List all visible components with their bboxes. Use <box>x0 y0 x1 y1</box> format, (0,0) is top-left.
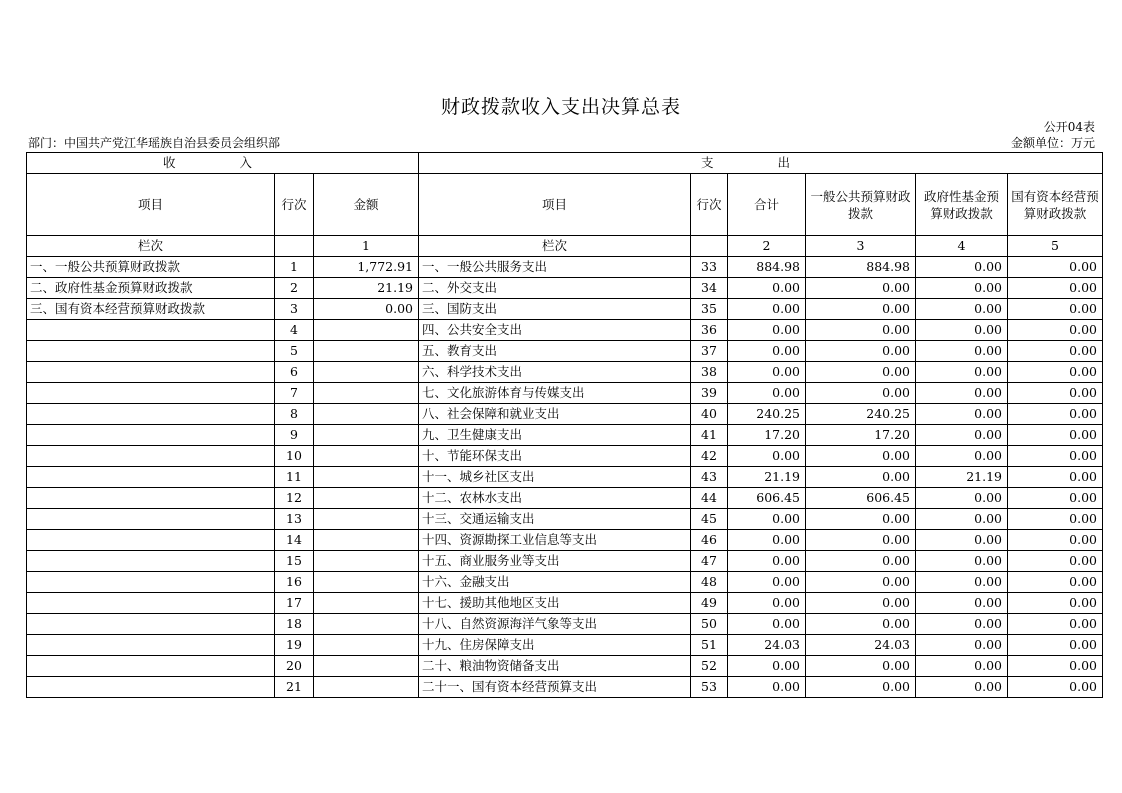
income-row-no-cell: 5 <box>275 341 314 362</box>
expense-item-cell: 一、一般公共服务支出 <box>419 257 691 278</box>
fund-budget-cell: 0.00 <box>916 551 1008 572</box>
income-item-cell <box>27 362 275 383</box>
income-item-cell <box>27 614 275 635</box>
expense-col-3: 3 <box>806 236 916 257</box>
state-capital-cell: 0.00 <box>1008 257 1103 278</box>
income-amount-cell <box>314 425 419 446</box>
expense-row-no-cell: 51 <box>691 635 728 656</box>
general-budget-cell: 0.00 <box>806 509 916 530</box>
income-item-cell <box>27 551 275 572</box>
income-item-cell <box>27 404 275 425</box>
income-row-no-cell: 16 <box>275 572 314 593</box>
header-fund-budget: 政府性基金预算财政拨款 <box>916 174 1008 236</box>
income-amount-cell <box>314 572 419 593</box>
total-cell: 17.20 <box>728 425 806 446</box>
income-amount-cell <box>314 614 419 635</box>
expense-item-cell: 七、文化旅游体育与传媒支出 <box>419 383 691 404</box>
income-item-cell <box>27 383 275 404</box>
total-cell: 0.00 <box>728 320 806 341</box>
income-amount-cell <box>314 530 419 551</box>
fund-budget-cell: 0.00 <box>916 404 1008 425</box>
expense-row-no-cell: 33 <box>691 257 728 278</box>
state-capital-cell: 0.00 <box>1008 635 1103 656</box>
expense-row-no-cell: 46 <box>691 530 728 551</box>
fund-budget-cell: 0.00 <box>916 530 1008 551</box>
expense-row-no-cell: 44 <box>691 488 728 509</box>
table-row <box>27 656 1103 677</box>
expense-item-cell: 三、国防支出 <box>419 299 691 320</box>
amount-unit-label: 金额单位：万元 <box>1010 136 1095 150</box>
income-row-no-cell: 21 <box>275 677 314 698</box>
general-budget-cell: 0.00 <box>806 551 916 572</box>
income-amount-cell <box>314 446 419 467</box>
income-amount-cell <box>314 467 419 488</box>
appropriation-table <box>26 152 1103 698</box>
income-col-1: 1 <box>314 236 419 257</box>
expense-row-no-cell: 45 <box>691 509 728 530</box>
income-row-no-cell: 12 <box>275 488 314 509</box>
total-cell: 0.00 <box>728 551 806 572</box>
state-capital-cell: 0.00 <box>1008 404 1103 425</box>
expense-row-no-cell: 36 <box>691 320 728 341</box>
expense-item-cell: 十四、资源勘探工业信息等支出 <box>419 530 691 551</box>
expense-item-cell: 十、节能环保支出 <box>419 446 691 467</box>
expense-row-no-cell: 39 <box>691 383 728 404</box>
general-budget-cell: 0.00 <box>806 677 916 698</box>
total-cell: 884.98 <box>728 257 806 278</box>
total-cell: 0.00 <box>728 614 806 635</box>
table-row <box>27 278 1103 299</box>
fund-budget-cell: 0.00 <box>916 425 1008 446</box>
expense-item-cell: 十六、金融支出 <box>419 572 691 593</box>
header-expense-item: 项目 <box>419 174 691 236</box>
general-budget-cell: 0.00 <box>806 299 916 320</box>
expense-row-no-cell: 52 <box>691 656 728 677</box>
income-row-no-cell: 1 <box>275 257 314 278</box>
income-amount-cell <box>314 656 419 677</box>
general-budget-cell: 0.00 <box>806 593 916 614</box>
fund-budget-cell: 0.00 <box>916 446 1008 467</box>
header-expense-row-no: 行次 <box>691 174 728 236</box>
income-row-no-cell: 10 <box>275 446 314 467</box>
table-row <box>27 404 1103 425</box>
income-row-no-cell: 20 <box>275 656 314 677</box>
general-budget-cell: 0.00 <box>806 572 916 593</box>
expense-row-no-cell: 47 <box>691 551 728 572</box>
expense-row-no-cell: 42 <box>691 446 728 467</box>
income-band-label: 收 入 <box>163 155 282 170</box>
fund-budget-cell: 0.00 <box>916 656 1008 677</box>
department-label: 部门：中国共产党江华瑶族自治县委员会组织部 <box>28 136 281 150</box>
expense-item-cell: 二十一、国有资本经营预算支出 <box>419 677 691 698</box>
state-capital-cell: 0.00 <box>1008 614 1103 635</box>
income-item-cell: 二、政府性基金预算财政拨款 <box>27 278 275 299</box>
table-row <box>27 572 1103 593</box>
total-cell: 0.00 <box>728 677 806 698</box>
income-row-no-cell: 6 <box>275 362 314 383</box>
header-income-item: 项目 <box>27 174 275 236</box>
income-row-no-cell: 8 <box>275 404 314 425</box>
income-row-no-cell: 7 <box>275 383 314 404</box>
income-amount-cell <box>314 551 419 572</box>
expense-row-no-cell: 43 <box>691 467 728 488</box>
income-item-cell <box>27 656 275 677</box>
header-state-capital: 国有资本经营预算财政拨款 <box>1008 174 1103 236</box>
income-row-no-cell: 17 <box>275 593 314 614</box>
income-item-cell <box>27 572 275 593</box>
fund-budget-cell: 0.00 <box>916 572 1008 593</box>
table-row <box>27 530 1103 551</box>
header-general-budget: 一般公共预算财政拨款 <box>806 174 916 236</box>
state-capital-cell: 0.00 <box>1008 467 1103 488</box>
table-row <box>27 551 1103 572</box>
general-budget-cell: 24.03 <box>806 635 916 656</box>
income-amount-cell <box>314 677 419 698</box>
income-row-no-cell: 11 <box>275 467 314 488</box>
expense-item-cell: 二十、粮油物资储备支出 <box>419 656 691 677</box>
expense-col-4: 4 <box>916 236 1008 257</box>
expense-row-no-cell: 48 <box>691 572 728 593</box>
general-budget-cell: 0.00 <box>806 446 916 467</box>
income-item-cell <box>27 530 275 551</box>
fund-budget-cell: 0.00 <box>916 341 1008 362</box>
income-col-label: 栏次 <box>27 236 275 257</box>
income-row-no-cell: 3 <box>275 299 314 320</box>
expense-row-no-cell: 53 <box>691 677 728 698</box>
state-capital-cell: 0.00 <box>1008 362 1103 383</box>
fund-budget-cell: 0.00 <box>916 614 1008 635</box>
state-capital-cell: 0.00 <box>1008 509 1103 530</box>
expense-col-label: 栏次 <box>419 236 691 257</box>
fund-budget-cell: 21.19 <box>916 467 1008 488</box>
fund-budget-cell: 0.00 <box>916 257 1008 278</box>
table-row <box>27 446 1103 467</box>
fund-budget-cell: 0.00 <box>916 383 1008 404</box>
table-row <box>27 593 1103 614</box>
income-col-blank <box>275 236 314 257</box>
total-cell: 0.00 <box>728 383 806 404</box>
expense-item-cell: 五、教育支出 <box>419 341 691 362</box>
income-amount-cell <box>314 383 419 404</box>
expense-row-no-cell: 40 <box>691 404 728 425</box>
state-capital-cell: 0.00 <box>1008 488 1103 509</box>
income-item-cell <box>27 509 275 530</box>
income-row-no-cell: 2 <box>275 278 314 299</box>
income-item-cell <box>27 677 275 698</box>
income-item-cell <box>27 320 275 341</box>
table-row <box>27 362 1103 383</box>
income-row-no-cell: 15 <box>275 551 314 572</box>
expense-item-cell: 十一、城乡社区支出 <box>419 467 691 488</box>
table-row <box>27 320 1103 341</box>
total-cell: 0.00 <box>728 656 806 677</box>
expense-band-label: 支 出 <box>701 155 820 170</box>
table-row <box>27 341 1103 362</box>
income-amount-cell <box>314 488 419 509</box>
general-budget-cell: 0.00 <box>806 656 916 677</box>
state-capital-cell: 0.00 <box>1008 551 1103 572</box>
general-budget-cell: 0.00 <box>806 341 916 362</box>
general-budget-cell: 0.00 <box>806 467 916 488</box>
state-capital-cell: 0.00 <box>1008 299 1103 320</box>
expense-col-2: 2 <box>728 236 806 257</box>
income-item-cell <box>27 593 275 614</box>
total-cell: 606.45 <box>728 488 806 509</box>
expense-item-cell: 十二、农林水支出 <box>419 488 691 509</box>
state-capital-cell: 0.00 <box>1008 530 1103 551</box>
header-income-row-no: 行次 <box>275 174 314 236</box>
table-row <box>27 425 1103 446</box>
expense-item-cell: 十九、住房保障支出 <box>419 635 691 656</box>
fund-budget-cell: 0.00 <box>916 299 1008 320</box>
income-row-no-cell: 19 <box>275 635 314 656</box>
income-item-cell: 一、一般公共预算财政拨款 <box>27 257 275 278</box>
report-title: 财政拨款收入支出决算总表 <box>440 96 681 118</box>
total-cell: 0.00 <box>728 341 806 362</box>
income-row-no-cell: 14 <box>275 530 314 551</box>
expense-col-5: 5 <box>1008 236 1103 257</box>
expense-col-blank <box>691 236 728 257</box>
general-budget-cell: 606.45 <box>806 488 916 509</box>
state-capital-cell: 0.00 <box>1008 341 1103 362</box>
state-capital-cell: 0.00 <box>1008 677 1103 698</box>
state-capital-cell: 0.00 <box>1008 446 1103 467</box>
header-income-amount: 金额 <box>314 174 419 236</box>
expense-row-no-cell: 41 <box>691 425 728 446</box>
expense-item-cell: 六、科学技术支出 <box>419 362 691 383</box>
income-band <box>27 153 419 174</box>
income-item-cell: 三、国有资本经营预算财政拨款 <box>27 299 275 320</box>
income-amount-cell <box>314 341 419 362</box>
state-capital-cell: 0.00 <box>1008 383 1103 404</box>
expense-item-cell: 十七、援助其他地区支出 <box>419 593 691 614</box>
fund-budget-cell: 0.00 <box>916 677 1008 698</box>
expense-row-no-cell: 38 <box>691 362 728 383</box>
general-budget-cell: 0.00 <box>806 320 916 341</box>
table-row <box>27 257 1103 278</box>
fund-budget-cell: 0.00 <box>916 320 1008 341</box>
total-cell: 0.00 <box>728 362 806 383</box>
income-amount-cell: 0.00 <box>314 299 419 320</box>
form-number: 公开04表 <box>1043 120 1095 134</box>
table-row <box>27 677 1103 698</box>
state-capital-cell: 0.00 <box>1008 425 1103 446</box>
income-row-no-cell: 13 <box>275 509 314 530</box>
income-amount-cell <box>314 593 419 614</box>
total-cell: 0.00 <box>728 572 806 593</box>
fund-budget-cell: 0.00 <box>916 593 1008 614</box>
total-cell: 0.00 <box>728 446 806 467</box>
state-capital-cell: 0.00 <box>1008 572 1103 593</box>
general-budget-cell: 0.00 <box>806 278 916 299</box>
header-row <box>27 174 1103 236</box>
income-amount-cell <box>314 509 419 530</box>
column-number-row <box>27 236 1103 257</box>
table-row <box>27 383 1103 404</box>
income-amount-cell: 21.19 <box>314 278 419 299</box>
income-amount-cell <box>314 635 419 656</box>
general-budget-cell: 0.00 <box>806 362 916 383</box>
income-amount-cell <box>314 362 419 383</box>
expense-row-no-cell: 49 <box>691 593 728 614</box>
total-cell: 0.00 <box>728 530 806 551</box>
income-item-cell <box>27 341 275 362</box>
expense-item-cell: 十三、交通运输支出 <box>419 509 691 530</box>
income-item-cell <box>27 635 275 656</box>
general-budget-cell: 0.00 <box>806 614 916 635</box>
fund-budget-cell: 0.00 <box>916 278 1008 299</box>
income-row-no-cell: 18 <box>275 614 314 635</box>
table-row <box>27 635 1103 656</box>
general-budget-cell: 0.00 <box>806 383 916 404</box>
fund-budget-cell: 0.00 <box>916 635 1008 656</box>
total-cell: 0.00 <box>728 278 806 299</box>
total-cell: 21.19 <box>728 467 806 488</box>
header-total: 合计 <box>728 174 806 236</box>
table-row <box>27 488 1103 509</box>
income-row-no-cell: 4 <box>275 320 314 341</box>
expense-item-cell: 二、外交支出 <box>419 278 691 299</box>
expense-item-cell: 九、卫生健康支出 <box>419 425 691 446</box>
total-cell: 0.00 <box>728 299 806 320</box>
general-budget-cell: 884.98 <box>806 257 916 278</box>
fund-budget-cell: 0.00 <box>916 509 1008 530</box>
state-capital-cell: 0.00 <box>1008 320 1103 341</box>
state-capital-cell: 0.00 <box>1008 278 1103 299</box>
income-row-no-cell: 9 <box>275 425 314 446</box>
expense-row-no-cell: 50 <box>691 614 728 635</box>
expense-item-cell: 十五、商业服务业等支出 <box>419 551 691 572</box>
income-expense-band-row <box>27 153 1103 174</box>
expense-item-cell: 十八、自然资源海洋气象等支出 <box>419 614 691 635</box>
table-row <box>27 614 1103 635</box>
fund-budget-cell: 0.00 <box>916 488 1008 509</box>
income-amount-cell <box>314 404 419 425</box>
expense-row-no-cell: 37 <box>691 341 728 362</box>
fund-budget-cell: 0.00 <box>916 362 1008 383</box>
state-capital-cell: 0.00 <box>1008 656 1103 677</box>
state-capital-cell: 0.00 <box>1008 593 1103 614</box>
expense-item-cell: 八、社会保障和就业支出 <box>419 404 691 425</box>
income-amount-cell: 1,772.91 <box>314 257 419 278</box>
total-cell: 0.00 <box>728 509 806 530</box>
general-budget-cell: 0.00 <box>806 530 916 551</box>
income-item-cell <box>27 488 275 509</box>
expense-row-no-cell: 34 <box>691 278 728 299</box>
expense-band <box>419 153 1103 174</box>
table-row <box>27 299 1103 320</box>
general-budget-cell: 240.25 <box>806 404 916 425</box>
income-amount-cell <box>314 320 419 341</box>
total-cell: 24.03 <box>728 635 806 656</box>
total-cell: 240.25 <box>728 404 806 425</box>
table-row <box>27 467 1103 488</box>
income-item-cell <box>27 446 275 467</box>
general-budget-cell: 17.20 <box>806 425 916 446</box>
table-row <box>27 509 1103 530</box>
expense-row-no-cell: 35 <box>691 299 728 320</box>
total-cell: 0.00 <box>728 593 806 614</box>
expense-item-cell: 四、公共安全支出 <box>419 320 691 341</box>
income-item-cell <box>27 425 275 446</box>
income-item-cell <box>27 467 275 488</box>
